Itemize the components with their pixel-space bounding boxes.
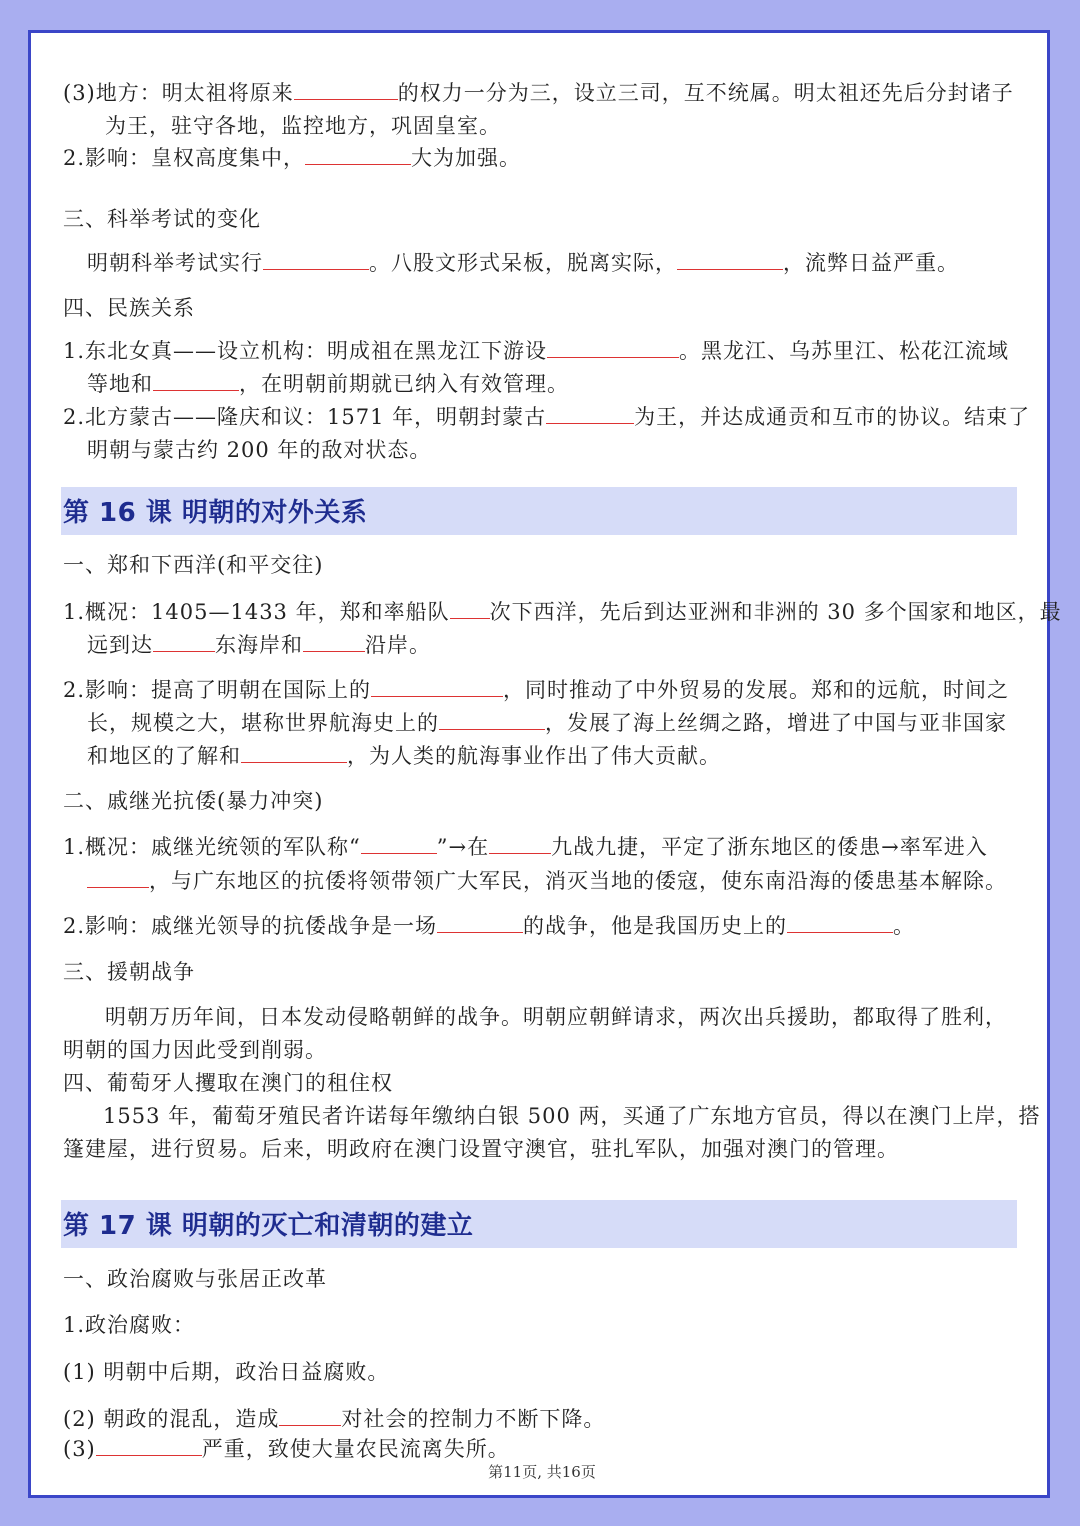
text: 1.政治腐败：	[63, 1313, 196, 1337]
text: 的权力一分为三，设立三司，互不统属。明太祖还先后分封诸子	[397, 81, 1014, 105]
fill-blank	[241, 740, 347, 763]
text: 长，规模之大，堪称世界航海史上的	[87, 711, 439, 735]
text: 。	[893, 914, 916, 938]
text: 明朝的国力因此受到削弱。	[63, 1038, 327, 1062]
fill-blank	[263, 247, 369, 270]
text: (1) 明朝中后期，政治日益腐败。	[63, 1360, 390, 1384]
text: 1.概况：戚继光统领的军队称“	[63, 835, 361, 859]
section-heading: 四、民族关系	[63, 296, 195, 320]
text-line	[63, 401, 1030, 433]
text: 2.北方蒙古——隆庆和议：1571 年，明朝封蒙古	[63, 405, 547, 429]
text-line	[87, 865, 1007, 897]
fill-blank	[153, 368, 239, 391]
text-line	[105, 110, 501, 142]
text: ，在明朝前期就已纳入有效管理。	[239, 372, 569, 396]
section-heading: 三、援朝战争	[63, 960, 195, 984]
text: 次下西洋，先后到达亚洲和非洲的 30 多个国家和地区，最	[489, 600, 1062, 624]
text: 2.影响：提高了明朝在国际上的	[63, 678, 372, 702]
text: 对社会的控制力不断下降。	[341, 1407, 606, 1431]
fill-blank	[294, 77, 398, 100]
text: 等地和	[87, 372, 153, 396]
section-heading: 四、葡萄牙人攫取在澳门的租住权	[63, 1071, 393, 1095]
fill-blank	[547, 335, 679, 358]
text: (3)	[63, 1437, 96, 1461]
text-line	[63, 1034, 327, 1066]
text-line	[63, 596, 1062, 628]
text-line	[63, 142, 521, 174]
text-line	[63, 335, 1009, 367]
text: 2.影响：戚继光领导的抗倭战争是一场	[63, 914, 438, 938]
document-page	[28, 30, 1062, 1498]
fill-blank	[450, 596, 490, 619]
text: 明朝与蒙古约 200 年的敌对状态。	[87, 438, 432, 462]
lesson-17-title: 第 17 课 明朝的灭亡和清朝的建立	[63, 1211, 474, 1241]
text: 九战九捷，平定了浙东地区的倭患→率军进入	[551, 835, 988, 859]
lesson-16-title: 第 16 课 明朝的对外关系	[63, 498, 368, 528]
text-line	[63, 831, 988, 863]
fill-blank	[279, 1403, 341, 1426]
section-heading: 二、戚继光抗倭(暴力冲突)	[63, 789, 324, 813]
text-line	[63, 1403, 605, 1435]
text: ，流弊日益严重。	[783, 251, 959, 275]
text: 1553 年，葡萄牙殖民者许诺每年缴纳白银 500 两，买通了广东地方官员，得以在澳门上岸，搭	[103, 1104, 1041, 1128]
text: 。黑龙江、乌苏里江、松花江流域	[679, 339, 1010, 363]
section-heading: 一、政治腐败与张居正改革	[63, 1267, 327, 1291]
text: 为王，驻守各地，监控地方，巩固皇室。	[105, 114, 501, 138]
text-line	[87, 629, 431, 661]
fill-blank	[439, 707, 545, 730]
page-number: 第11页, 共16页	[488, 1463, 596, 1481]
text: 的战争，他是我国历史上的	[523, 914, 788, 938]
lesson-17-banner	[61, 1200, 1017, 1248]
text-line	[63, 77, 1014, 109]
fill-blank	[437, 910, 523, 933]
fill-blank	[153, 629, 215, 652]
text: 大为加强。	[411, 146, 522, 170]
text: ，同时推动了中外贸易的发展。郑和的远航，时间之	[503, 678, 1010, 702]
text: 东海岸和	[215, 633, 303, 657]
fill-blank	[489, 831, 551, 854]
text: ，发展了海上丝绸之路，增进了中国与亚非国家	[545, 711, 1007, 735]
fill-blank	[546, 401, 634, 424]
text-line	[87, 434, 431, 466]
text-line	[63, 1309, 195, 1341]
section-heading: 一、郑和下西洋(和平交往)	[63, 553, 324, 577]
fill-blank	[305, 142, 411, 165]
text: 明朝科举考试实行	[87, 251, 263, 275]
fill-blank	[677, 247, 783, 270]
text: 2.影响：皇权高度集中，	[63, 146, 306, 170]
text: (2) 朝政的混乱，造成	[63, 1407, 280, 1431]
text: ，与广东地区的抗倭将领带领广大军民，消灭当地的倭寇，使东南沿海的倭患基本解除。	[149, 869, 1007, 893]
fill-blank	[87, 865, 149, 888]
text: ”→在	[436, 835, 490, 859]
text-line	[87, 368, 569, 400]
section-heading: 三、科举考试的变化	[63, 207, 261, 231]
text: ，为人类的航海事业作出了伟大贡献。	[347, 744, 721, 768]
text: 。八股文形式呆板，脱离实际，	[369, 251, 677, 275]
fill-blank	[371, 674, 503, 697]
text-line	[63, 1356, 389, 1388]
text: 为王，并达成通贡和互市的协议。结束了	[634, 405, 1031, 429]
lesson-16-banner	[61, 487, 1017, 535]
text: 远到达	[87, 633, 153, 657]
text-line	[87, 740, 721, 772]
fill-blank	[96, 1433, 202, 1456]
text: 1.概况：1405—1433 年，郑和率船队	[63, 600, 450, 624]
text-line	[87, 707, 1007, 739]
text-line	[103, 1100, 1041, 1132]
text-line	[105, 1001, 1007, 1033]
fill-blank	[303, 629, 365, 652]
text: 篷建屋，进行贸易。后来，明政府在澳门设置守澳官，驻扎军队，加强对澳门的管理。	[63, 1137, 899, 1161]
text: (3)地方：明太祖将原来	[63, 81, 294, 105]
text: 沿岸。	[365, 633, 431, 657]
text: 严重，致使大量农民流离失所。	[201, 1437, 510, 1461]
text: 1.东北女真——设立机构：明成祖在黑龙江下游设	[63, 339, 548, 363]
text-line	[87, 247, 959, 279]
text: 明朝万历年间，日本发动侵略朝鲜的战争。明朝应朝鲜请求，两次出兵援助，都取得了胜利，	[105, 1005, 1007, 1029]
fill-blank	[787, 910, 893, 933]
text-line	[63, 1133, 899, 1165]
text-line	[63, 674, 1009, 706]
fill-blank	[361, 831, 437, 854]
text-line	[63, 910, 915, 942]
text: 和地区的了解和	[87, 744, 241, 768]
